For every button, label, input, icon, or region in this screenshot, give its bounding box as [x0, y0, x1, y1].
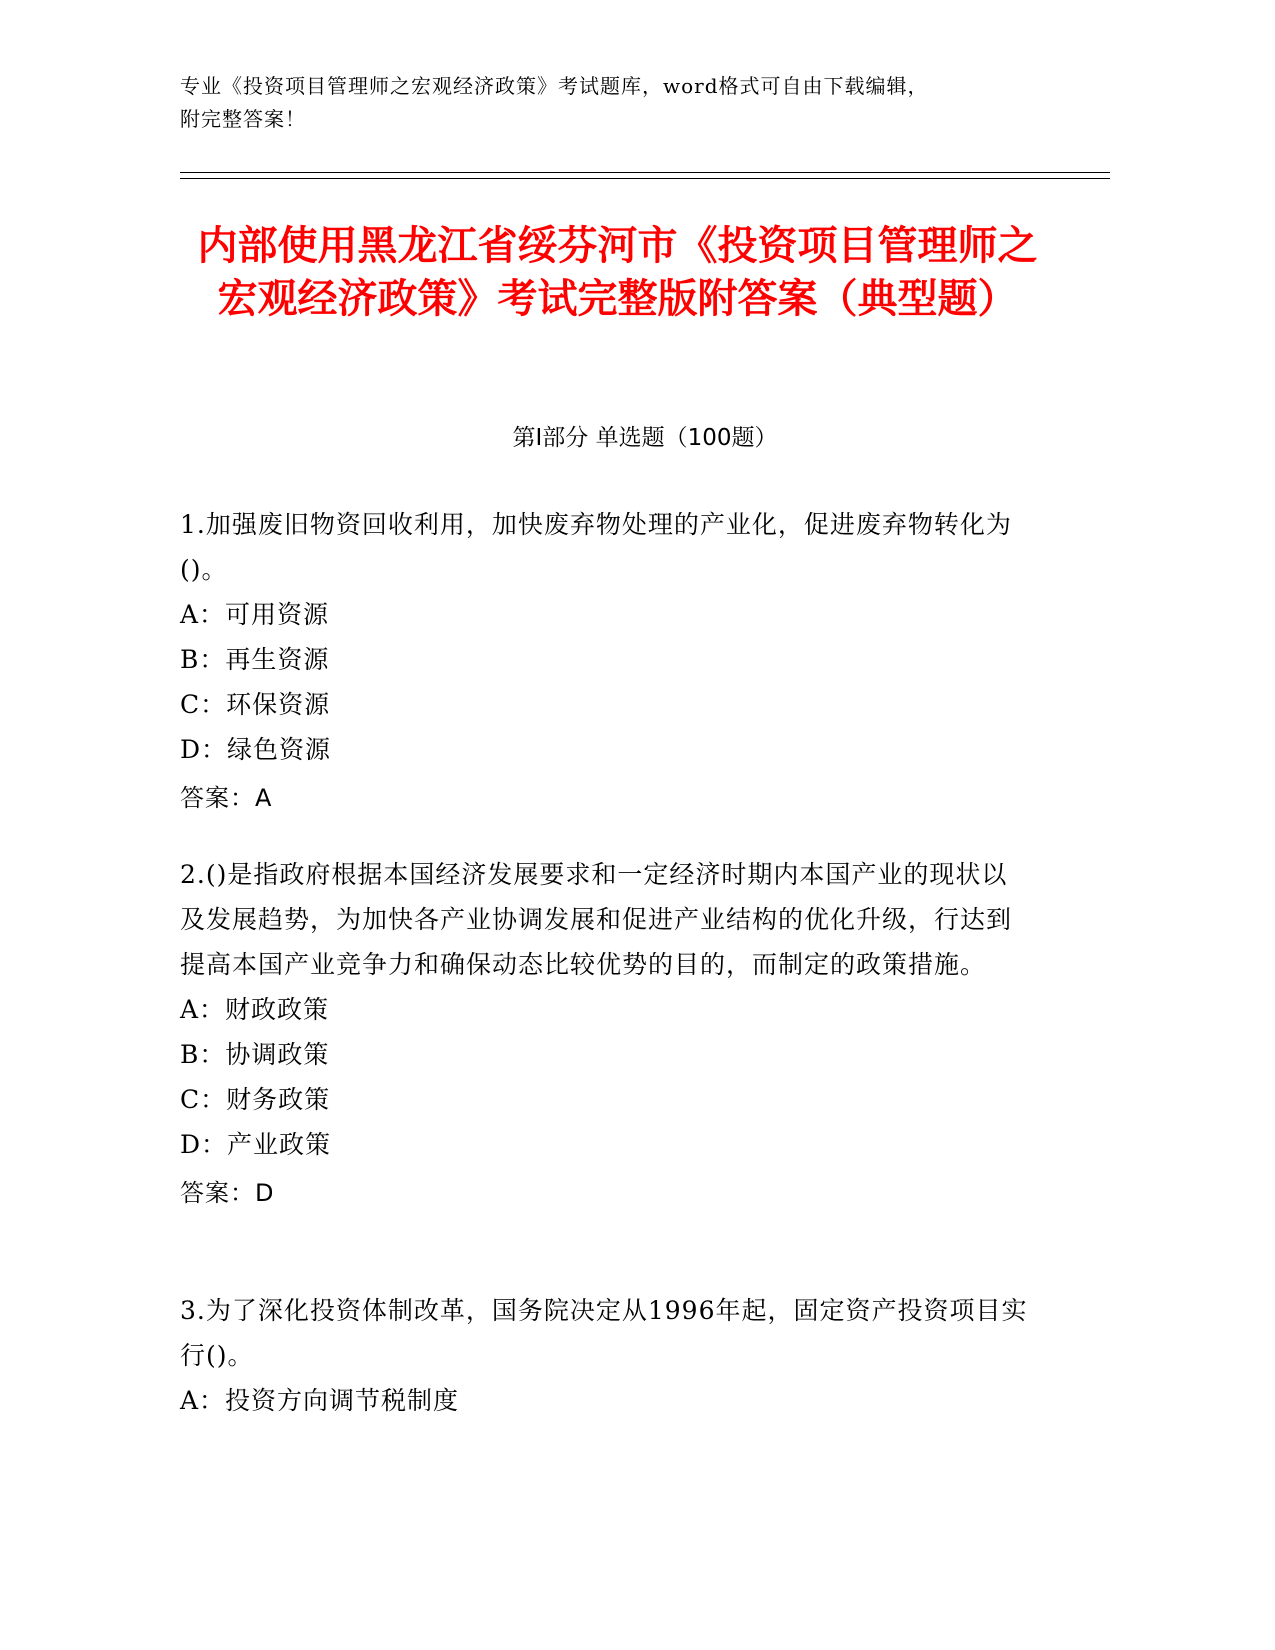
question-stem: 3.为了深化投资体制改革，国务院决定从1996年起，固定资产投资项目实行()。 — [180, 1296, 1028, 1370]
header-line-2: 附完整答案！ — [180, 107, 306, 131]
option-c: C：环保资源 — [180, 690, 331, 719]
option-b: B：再生资源 — [180, 645, 330, 674]
header-line-1: 专业《投资项目管理师之宏观经济政策》考试题库，word格式可自由下载编辑， — [180, 74, 929, 98]
option-d: D：产业政策 — [180, 1130, 332, 1159]
question-stem: 2.()是指政府根据本国经济发展要求和一定经济时期内本国产业的现状以及发展趋势，为加快各产业协调发展和促进产业结构的优化升级，行达到提高本国产业竞争力和确保动态比较优势的目的，而制定的政策措施。 — [180, 860, 1013, 979]
header-divider-bottom — [180, 178, 1110, 179]
question-1 — [180, 502, 1030, 821]
question-2 — [180, 852, 1030, 1216]
option-a: A：投资方向调节税制度 — [180, 1386, 460, 1415]
document-header — [180, 70, 1020, 136]
question-3 — [180, 1288, 1030, 1423]
header-divider-top — [180, 172, 1110, 173]
option-b: B：协调政策 — [180, 1040, 330, 1069]
option-d: D：绿色资源 — [180, 735, 332, 764]
option-a: A：财政政策 — [180, 995, 330, 1024]
document-title: 内部使用黑龙江省绥芬河市《投资项目管理师之宏观经济政策》考试完整版附答案（典型题） — [197, 223, 1038, 322]
option-c: C：财务政策 — [180, 1085, 331, 1114]
section-heading: 第Ⅰ部分 单选题（100题） — [512, 425, 778, 451]
answer: 答案：A — [180, 784, 273, 812]
option-a: A：可用资源 — [180, 600, 330, 629]
question-stem: 1.加强废旧物资回收利用，加快废弃物处理的产业化，促进废弃物转化为()。 — [180, 510, 1012, 584]
answer: 答案：D — [180, 1179, 275, 1207]
